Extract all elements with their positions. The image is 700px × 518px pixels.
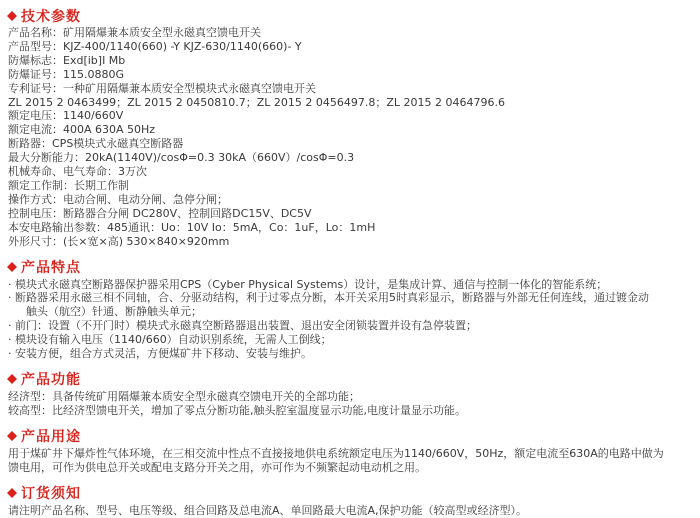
section-title: 产品功能 — [21, 372, 81, 389]
spec-line-rated-voltage: 额定电压：1140/660V — [8, 109, 124, 123]
spec-line-ex-mark: 防爆标志：Exd[ib]I Mb — [8, 53, 126, 67]
spec-line-operation: 操作方式：电动合闸、电动分闸、急停分闸； — [8, 192, 228, 206]
diamond-icon — [6, 487, 18, 499]
order-text — [6, 504, 696, 518]
feature-item: · 模块设有输入电压（1140/660）自动识别系统，无需人工倒线； — [8, 333, 332, 347]
feature-item: · 安装方便，组合方式灵活，方便煤矿井下移动、安装与维护。 — [8, 347, 312, 361]
section-title: 订货须知 — [21, 486, 81, 503]
section-heading-usage — [6, 426, 696, 447]
feature-item: · 断路器采用永磁三相不同轴，合、分驱动结构，利于过零点分断，本开关采用5时真彩显示，断路器与外部无任何连线，通过镀金动 — [8, 291, 649, 305]
usage-line: 用于煤矿井下爆炸性气体环境，在三相交流中性点不直接接地供电系统额定电压为1140/660V，50Hz，额定电流至630A的电路中做为 — [8, 446, 664, 460]
order-line: 请注明产品名称、型号、电压等级、组合回路及总电流A、单回路最大电流A,保护功能（较高型或经济型）。 — [8, 503, 528, 517]
spec-line-model: 产品型号：KJZ-400/1140(660) -Y KJZ-630/1140(660)- Y — [8, 39, 302, 53]
functions-list — [6, 390, 696, 418]
function-item-advanced: 较高型：比经济型馈电开关，增加了零点分断功能,触头腔室温度显示功能,电度计量显示功能。 — [8, 403, 466, 417]
section-heading-order — [6, 483, 696, 504]
product-spec-sheet — [6, 2, 696, 517]
usage-line: 馈电用，可作为供电总开关或配电支路分开关之用，亦可作为不频繁起动电动机之用。 — [8, 460, 426, 474]
spec-line-product-name: 产品名称：矿用隔爆兼本质安全型永磁真空馈电开关 — [8, 26, 261, 39]
spec-line-control-voltage: 控制电压：断路器合分闸 DC280V、控制回路DC15V、DC5V — [8, 206, 312, 220]
tech-params-list — [6, 26, 696, 249]
spec-line-dimensions: 外形尺寸：(长×宽×高) 530×840×920mm — [8, 234, 230, 248]
spec-line-duty: 额定工作制：长期工作制 — [8, 178, 129, 192]
function-item-economy: 经济型：具备传统矿用隔爆兼本质安全型永磁真空馈电开关的全部功能； — [8, 389, 360, 403]
spec-line-lifetime: 机械寿命、电气寿命：3万次 — [8, 165, 147, 179]
diamond-icon — [6, 430, 18, 442]
diamond-icon — [6, 10, 18, 22]
feature-item: · 模块式永磁真空断路器保护器采用CPS（Cyber Physical Systems）设计，是集成计算、通信与控制一体化的智能系统； — [8, 277, 608, 291]
section-heading-features — [6, 257, 696, 278]
section-heading-tech-params — [6, 5, 696, 26]
spec-line-is-output: 本安电路输出参数：485通讯：Uo：10V Io：5mA，Co：1uF，Lo：1mH — [8, 220, 376, 234]
feature-item: · 前门：设置（不开门时）模块式永磁真空断路器退出装置、退出安全闭锁装置并设有急停装置； — [8, 319, 477, 333]
section-heading-functions — [6, 369, 696, 390]
section-title: 技术参数 — [21, 8, 81, 25]
spec-line-breaker: 断路器：CPS模块式永磁真空断路器 — [8, 137, 184, 151]
diamond-icon — [6, 373, 18, 385]
spec-line-patent-numbers: ZL 2015 2 0463499；ZL 2015 2 0450810.7；ZL 2015 2 0456497.8；ZL 2015 2 0464796.6 — [8, 95, 506, 109]
spec-line-rated-current: 额定电流：400A 630A 50Hz — [8, 123, 156, 137]
diamond-icon — [6, 261, 18, 273]
spec-line-breaking-capacity: 最大分断能力：20kA(1140V)/cosΦ=0.3 30kA（660V）/cosΦ=0.3 — [8, 151, 355, 165]
section-title: 产品特点 — [21, 260, 81, 276]
features-list — [6, 278, 696, 361]
feature-item-continued: 触头（航空）针通、断静触头单元； — [26, 305, 202, 319]
section-title: 产品用途 — [21, 429, 81, 446]
usage-text — [6, 447, 696, 475]
spec-line-ex-cert: 防爆证号：115.0880G — [8, 67, 125, 81]
spec-line-patent: 专利证号：一种矿用隔爆兼本质安全型模块式永磁真空馈电开关 — [8, 81, 316, 95]
